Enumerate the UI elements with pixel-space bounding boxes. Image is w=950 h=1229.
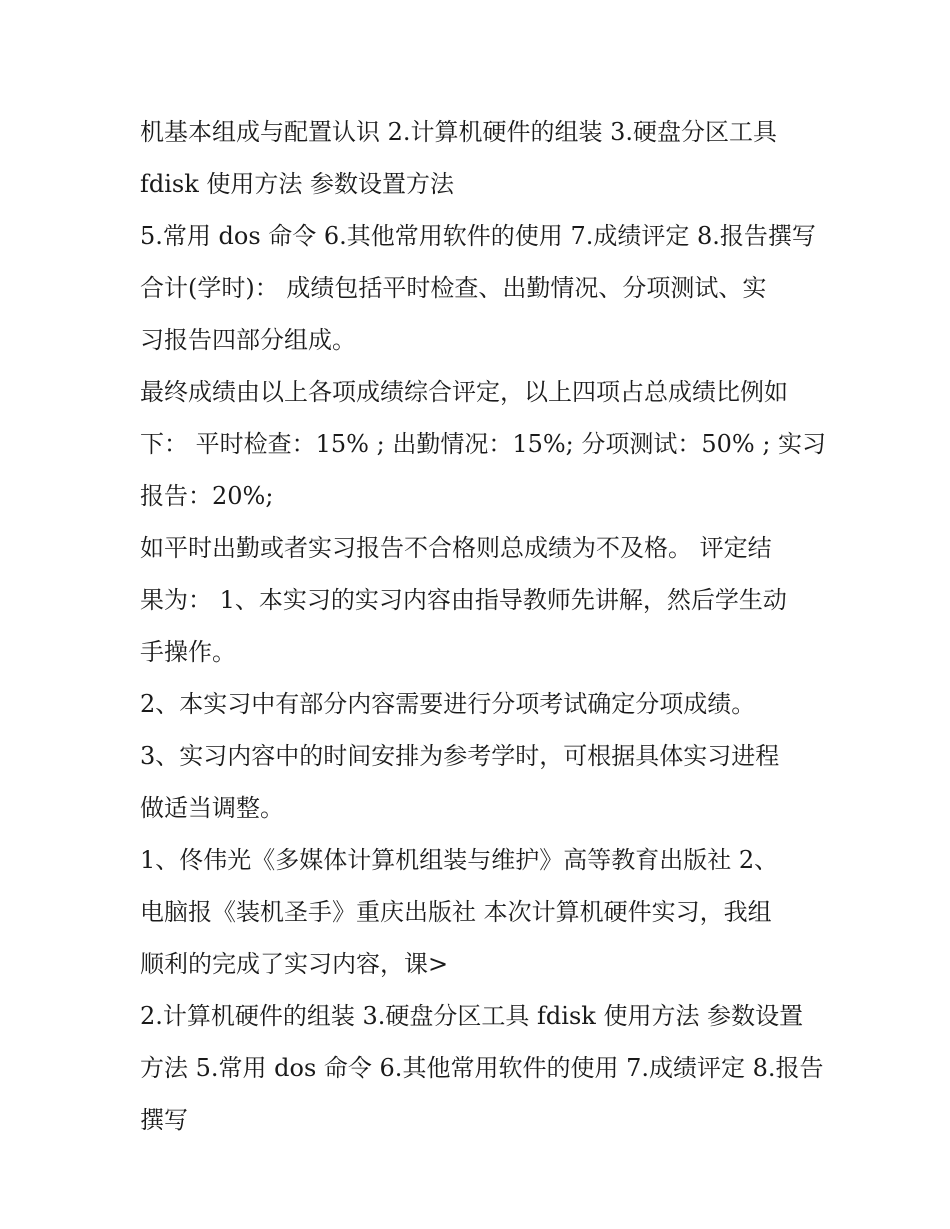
text-line: 1、佟伟光《多媒体计算机组装与维护》高等教育出版社 2、 [140,846,779,874]
text-line: 习报告四部分组成。 [140,326,356,354]
text-line: 最终成绩由以上各项成绩综合评定，以上四项占总成绩比例如 [140,378,788,406]
text-line: 机基本组成与配置认识 2.计算机硬件的组装 3.硬盘分区工具 [140,118,778,146]
text-line: 2.计算机硬件的组装 3.硬盘分区工具 fdisk 使用方法 参数设置 [140,1002,804,1030]
document-body [140,106,827,1146]
text-line: 5.常用 dos 命令 6.其他常用软件的使用 7.成绩评定 8.报告撰写 [140,222,816,250]
text-line: 合计(学时)： 成绩包括平时检查、出勤情况、分项测试、实 [140,274,767,302]
text-line: 手操作。 [140,638,236,666]
text-line: 做适当调整。 [140,794,284,822]
text-line: 电脑报《装机圣手》重庆出版社 本次计算机硬件实习，我组 [140,898,772,926]
text-line: 方法 5.常用 dos 命令 6.其他常用软件的使用 7.成绩评定 8.报告 [140,1054,824,1082]
text-line: 顺利的完成了实习内容，课> [140,950,449,978]
text-line: 报告：20%; [140,482,274,510]
text-line: 3、实习内容中的时间安排为参考学时，可根据具体实习进程 [140,742,780,770]
text-line: 如平时出勤或者实习报告不合格则总成绩为不及格。 评定结 [140,534,772,562]
text-line: 2、本实习中有部分内容需要进行分项考试确定分项成绩。 [140,690,756,718]
text-line: 撰写 [140,1106,188,1134]
text-line: 果为： 1、本实习的实习内容由指导教师先讲解，然后学生动 [140,586,787,614]
text-line: fdisk 使用方法 参数设置方法 [140,170,455,198]
text-line: 下： 平时检查：15% ; 出勤情况：15%; 分项测试：50% ; 实习 [140,430,827,458]
